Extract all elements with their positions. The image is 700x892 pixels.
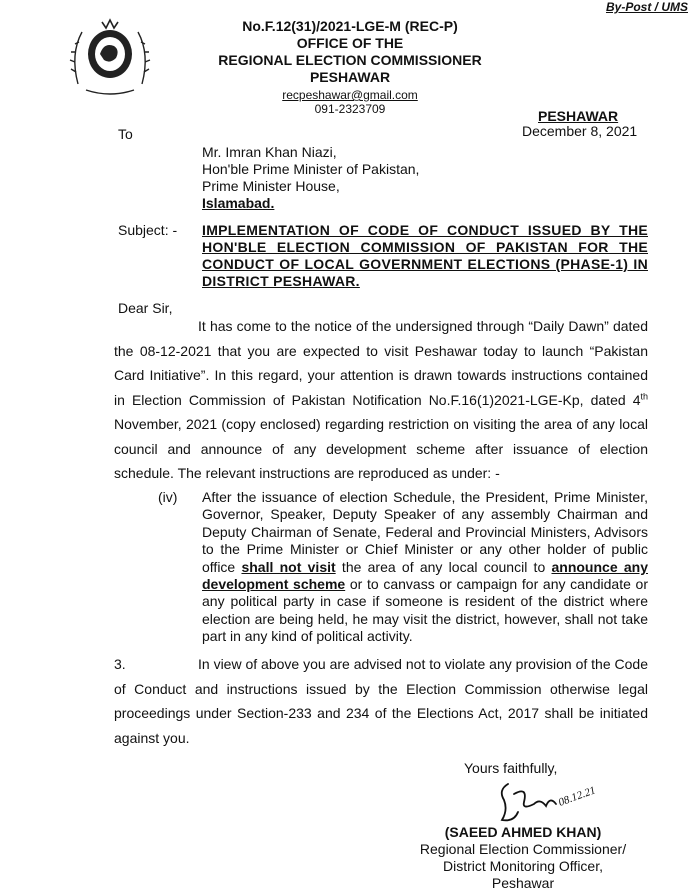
paragraph-3	[114, 652, 648, 750]
handwritten-signature	[494, 776, 604, 828]
recipient-line-1: Mr. Imran Khan Niazi,	[202, 144, 337, 160]
signatory-block	[396, 824, 650, 892]
reference-number: No.F.12(31)/2021-LGE-M (REC-P)	[242, 18, 458, 34]
office-line-2: REGIONAL ELECTION COMMISSIONER	[218, 52, 482, 68]
recipient-city: Islamabad.	[202, 195, 275, 211]
paragraph-1-sup: th	[640, 390, 648, 401]
delivery-note: By-Post / UMS	[605, 0, 688, 14]
paragraph-1-text-b: November, 2021 (copy enclosed) regarding restriction on visiting the area of any local council and announce of any development scheme after issuance of election schedule. The relevant instructions are reproduced as under: -	[114, 416, 648, 481]
quoted-clause	[202, 489, 648, 646]
quoted-clause-text-a: After the issuance of election Schedule, the President, Prime Minister, Governor, Speaker, Deputy Speaker of any assembly Chairman and Deputy Chairman of Senate, Federal and Provincial Ministers, Advisors to the Prime Minister or Chief Minister or any other holder of public office	[202, 489, 648, 575]
office-email: recpeshawar@gmail.com	[282, 88, 418, 102]
closing: Yours faithfully,	[464, 760, 558, 776]
quoted-clause-bold-1: shall not visit	[241, 558, 336, 575]
paragraph-3-number: 3.	[114, 656, 126, 672]
office-line-1: OFFICE OF THE	[296, 35, 404, 51]
svg-text:08.12.21: 08.12.21	[556, 784, 598, 809]
signatory-title-3: Peshawar	[491, 875, 555, 891]
recipient-line-2: Hon'ble Prime Minister of Pakistan,	[202, 161, 420, 177]
recipient-line-3: Prime Minister House,	[202, 178, 340, 194]
letter-place: PESHAWAR	[538, 108, 619, 124]
to-label: To	[118, 126, 133, 142]
recipient-address	[202, 144, 419, 212]
quoted-clause-number: (iv)	[158, 489, 178, 505]
letter-date: December 8, 2021	[522, 123, 638, 139]
quoted-clause-text-c: or to canvass or campaign for any candidate or any political party in case if someone is resident of the district where election are being held, he may visit the district, however, shall not take part in any kind of political activity.	[202, 576, 649, 645]
paragraph-1-text-a: It has come to the notice of the undersigned through “Daily Dawn” dated the 08-12-2021 that you are expected to visit Peshawar today to launch “Pakistan Card Initiative”. In this regard, your attention is drawn towards instructions contained in Election Commission of Pakistan Notification No.F.16(1)2021-LGE-Kp, dated 4	[114, 318, 648, 408]
quoted-clause-bold-2: announce any development scheme	[202, 558, 648, 593]
signatory-name: (SAEED AHMED KHAN)	[444, 824, 602, 840]
salutation: Dear Sir,	[118, 300, 173, 316]
signatory-title-2: District Monitoring Officer,	[442, 858, 603, 874]
subject-text: IMPLEMENTATION OF CODE OF CONDUCT ISSUED BY THE HON'BLE ELECTION COMMISSION OF PAKISTAN FOR THE CONDUCT OF LOCAL GOVERNMENT ELECTIONS (PHASE-1) IN DISTRICT PESHAWAR.	[202, 222, 648, 289]
paragraph-3-text: In view of above you are advised not to violate any provision of the Code of Conduct and instructions issued by the Election Commission otherwise legal proceedings under Section-233 and 234 of the Elections Act, 2017 shall be initiated against you.	[114, 656, 648, 746]
letterhead	[0, 18, 700, 116]
office-phone: 091-2323709	[314, 102, 386, 116]
paragraph-1	[114, 314, 648, 486]
subject-label: Subject: -	[118, 222, 178, 238]
signatory-title-1: Regional Election Commissioner/	[419, 841, 627, 857]
quoted-clause-text-b: the area of any local council to	[335, 558, 552, 575]
office-line-3: PESHAWAR	[309, 69, 391, 85]
